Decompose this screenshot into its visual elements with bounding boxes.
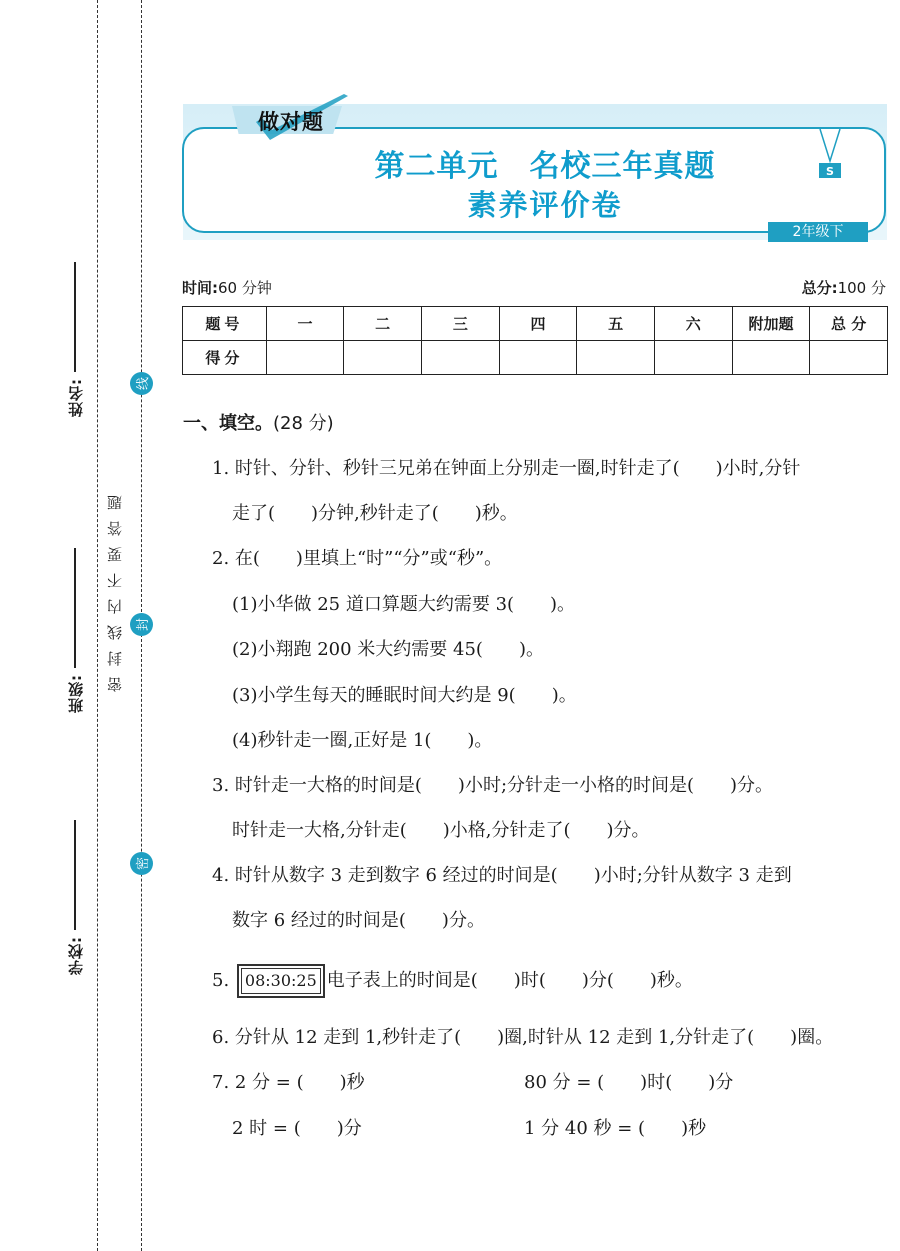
question-7-b: 80 分 = ( )时( )分: [524, 1072, 734, 1093]
question-7-a: 7. 2 分 = ( )秒: [212, 1072, 365, 1093]
class-underline: [74, 548, 76, 668]
table-header-cell: 五: [577, 307, 655, 341]
time-info: [182, 277, 272, 298]
score-cell[interactable]: [810, 341, 888, 375]
table-header-cell: 四: [499, 307, 577, 341]
no-answer-warning: 密封线内不要答题: [106, 484, 124, 692]
school-underline: [74, 820, 76, 930]
class-field[interactable]: [58, 548, 92, 713]
question-3-line-2: 时针走一大格,分针走( )小格,分针走了( )分。: [232, 820, 650, 841]
table-header-cell: 附加题: [732, 307, 810, 341]
table-header-cell: 三: [422, 307, 500, 341]
table-row-header: 得分: [183, 341, 267, 375]
table-header-cell: 六: [654, 307, 732, 341]
question-7-c: 2 时 = ( )分: [232, 1118, 362, 1139]
score-cell[interactable]: [422, 341, 500, 375]
question-5-text: 电子表上的时间是( )时( )分( )秒。: [326, 970, 693, 991]
question-2-3: (3)小学生每天的睡眠时间大约是 9( )。: [232, 685, 577, 706]
section-points: (28 分): [273, 413, 334, 434]
question-2-1: (1)小华做 25 道口算题大约需要 3( )。: [232, 594, 576, 615]
school-label: 学校:: [66, 936, 85, 975]
question-4-line-2: 数字 6 经过的时间是( )分。: [232, 910, 485, 931]
question-2-2: (2)小翔跑 200 米大约需要 45( )。: [232, 639, 544, 660]
score-cell[interactable]: [654, 341, 732, 375]
question-2: 2. 在( )里填上“时”“分”或“秒”。: [212, 548, 503, 569]
table-header-cell: 一: [266, 307, 344, 341]
time-value: 60 分钟: [218, 279, 272, 297]
digital-clock-time: 08:30:25: [241, 968, 321, 994]
score-table: [182, 306, 888, 375]
name-underline: [74, 262, 76, 372]
table-header-cell: 总 分: [810, 307, 888, 341]
table-row-header: 题号: [183, 307, 267, 341]
table-header-cell: 二: [344, 307, 422, 341]
hanging-tag-icon: [810, 127, 850, 183]
exam-subtitle: 素养评价卷: [467, 188, 623, 222]
question-1-line-2: 走了( )分钟,秒针走了( )秒。: [232, 503, 518, 524]
score-cell[interactable]: [344, 341, 422, 375]
digital-clock: [237, 964, 325, 998]
score-cell[interactable]: [577, 341, 655, 375]
tag-label: 做对题: [258, 110, 324, 134]
score-cell[interactable]: [732, 341, 810, 375]
name-label: 姓名:: [66, 378, 85, 417]
seal-mark-secret: 密: [130, 852, 153, 875]
total-value: 100 分: [837, 279, 886, 297]
exam-title: 第二单元 名校三年真题: [374, 149, 716, 184]
class-label: 班级:: [66, 674, 85, 713]
section-title: [183, 409, 334, 435]
sticker-letter: S: [826, 165, 834, 178]
question-5-number: 5.: [212, 970, 230, 991]
question-6: 6. 分针从 12 走到 1,秒针走了( )圈,时针从 12 走到 1,分针走了( )圈。: [212, 1027, 834, 1048]
question-4-line-1: 4. 时针从数字 3 走到数字 6 经过的时间是( )小时;分针从数字 3 走到: [212, 865, 792, 886]
score-cell[interactable]: [499, 341, 577, 375]
dashed-cut-line-outer: [97, 0, 98, 1251]
score-cell[interactable]: [266, 341, 344, 375]
question-1-line-1: 1. 时针、分针、秒针三兄弟在钟面上分别走一圈,时针走了( )小时,分针: [212, 458, 801, 479]
name-field[interactable]: [58, 262, 92, 417]
school-field[interactable]: [58, 820, 92, 975]
section-heading: 一、填空。: [183, 413, 273, 434]
seal-mark-line: 线: [130, 372, 153, 395]
table-row: [183, 341, 888, 375]
grade-badge: 2年级下: [768, 222, 868, 242]
table-row: [183, 307, 888, 341]
question-2-4: (4)秒针走一圈,正好是 1( )。: [232, 730, 493, 751]
time-label: 时间:: [182, 279, 218, 297]
total-label: 总分:: [801, 279, 838, 297]
question-5: [212, 964, 693, 998]
seal-mark-seal: 封: [130, 613, 153, 636]
total-score-info: [802, 277, 886, 298]
question-3-line-1: 3. 时针走一大格的时间是( )小时;分针走一小格的时间是( )分。: [212, 775, 774, 796]
question-7-d: 1 分 40 秒 = ( )秒: [524, 1118, 707, 1139]
